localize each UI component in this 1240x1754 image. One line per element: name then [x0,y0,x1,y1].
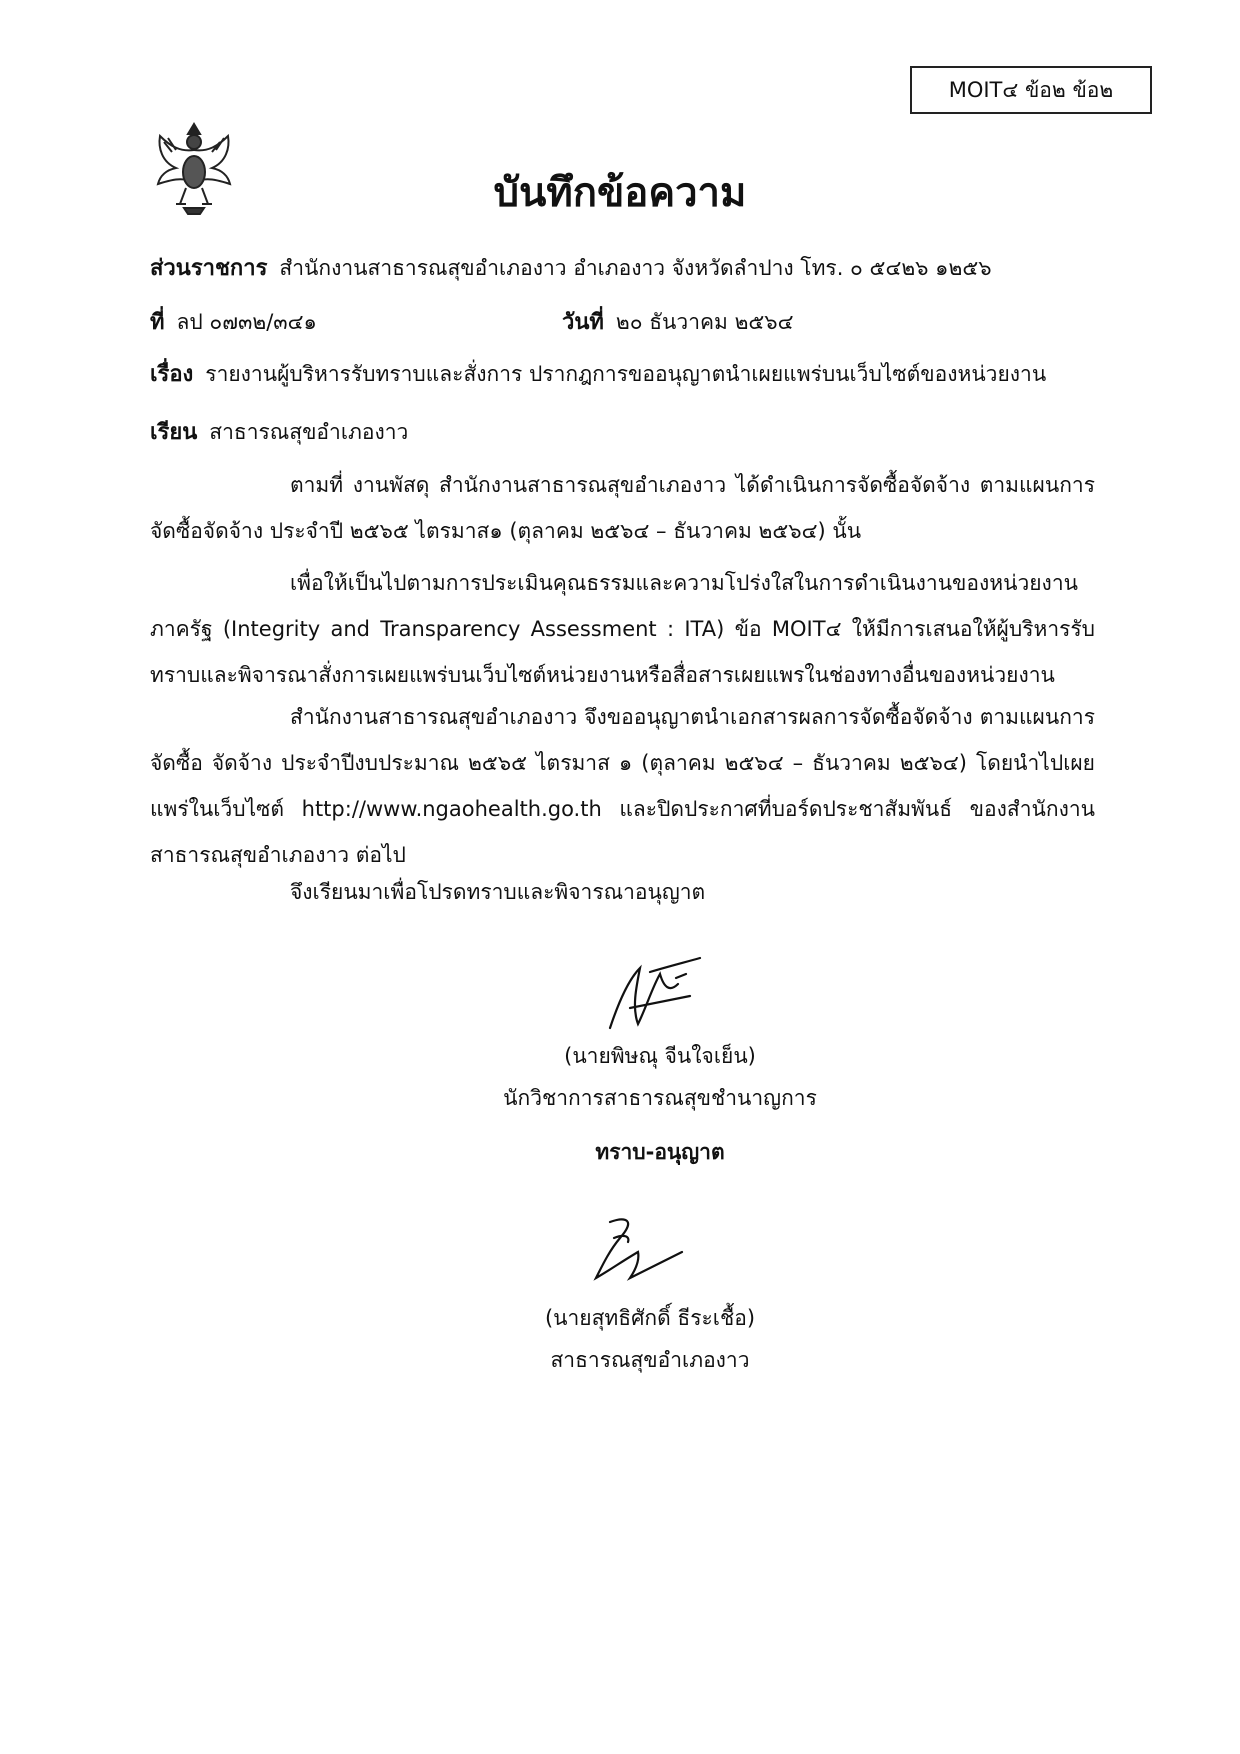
body-paragraph-3: สำนักงานสาธารณสุขอำเภองาว จึงขออนุญาตนำเอกสารผลการจัดซื้อจัดจ้าง ตามแผนการจัดซื้อ จัดจ้าง ประจำปีงบประมาณ ๒๕๖๕ ไตรมาส ๑ (ตุลาคม ๒๕๖๔ – ธันวาคม ๒๕๖๔) โดยนำไปเผยแพร่ในเว็บไซต์ http://www.ngaohealth.go.th และปิดประกาศที่บอร์ดประชาสัมพันธ์ ของสำนักงานสาธารณสุขอำเภองาว ต่อไป [150,705,1095,867]
date-label: วันที่ [562,310,604,335]
document-tag-text: MOIT๔ ข้อ๒ ข้อ๒ [948,77,1114,102]
signer-2-name: (นายสุทธิศักดิ์ ธีระเชื้อ) [544,1306,756,1330]
closing-line: จึงเรียนมาเพื่อโปรดทราบและพิจารณาอนุญาต [290,880,706,904]
date-value: ๒๐ ธันวาคม ๒๕๖๔ [615,310,794,334]
signer-1-name: (นายพิษณุ จีนใจเย็น) [564,1044,756,1068]
reference-line [150,304,317,339]
reference-label: ที่ [150,310,165,335]
signer-1-position: นักวิชาการสาธารณสุขชำนาญการ [503,1086,817,1110]
recipient-line [150,414,408,449]
page-title: บันทึกข้อความ [493,170,747,216]
recipient-label: เรียน [150,420,198,445]
signer-2-position: สาธารณสุขอำเภองาว [550,1348,750,1372]
signature-1 [590,948,710,1038]
subject-label: เรื่อง [150,362,194,387]
subject-value: รายงานผู้บริหารรับทราบและสั่งการ ปรากฎการขออนุญาตนำเผยแพร่บนเว็บไซต์ของหน่วยงาน [205,362,1047,386]
reference-value: ลป ๐๗๓๒/๓๔๑ [176,310,317,334]
approval-text: ทราบ-อนุญาต [595,1140,725,1164]
body-paragraph-1: ตามที่ งานพัสดุ สำนักงานสาธารณสุขอำเภองาว ได้ดำเนินการจัดซื้อจัดจ้าง ตามแผนการจัดซื้อจัดจ้าง ประจำปี ๒๕๖๕ ไตรมาส๑ (ตุลาคม ๒๕๖๔ – ธันวาคม ๒๕๖๔) นั้น [150,473,1095,543]
agency-value: สำนักงานสาธารณสุขอำเภองาว อำเภองาว จังหวัดลำปาง โทร. ๐ ๕๔๒๖ ๑๒๕๖ [279,256,992,280]
date-line [562,304,794,339]
subject-line [150,356,1046,391]
recipient-value: สาธารณสุขอำเภองาว [209,420,409,444]
agency-label: ส่วนราชการ [150,256,268,281]
agency-line [150,250,992,285]
signature-2 [570,1208,690,1298]
document-tag [910,66,1152,114]
body-paragraph-2: เพื่อให้เป็นไปตามการประเมินคุณธรรมและความโปร่งใสในการดำเนินงานของหน่วยงานภาครัฐ (Integrity and Transparency Assessment : ITA) ข้อ MOIT๔ ให้มีการเสนอให้ผู้บริหารรับทราบและพิจารณาสั่งการเผยแพร่บนเว็บไซต์หน่วยงานหรือสื่อสารเผยแพรในช่องทางอื่นของหน่วยงาน [150,571,1095,687]
